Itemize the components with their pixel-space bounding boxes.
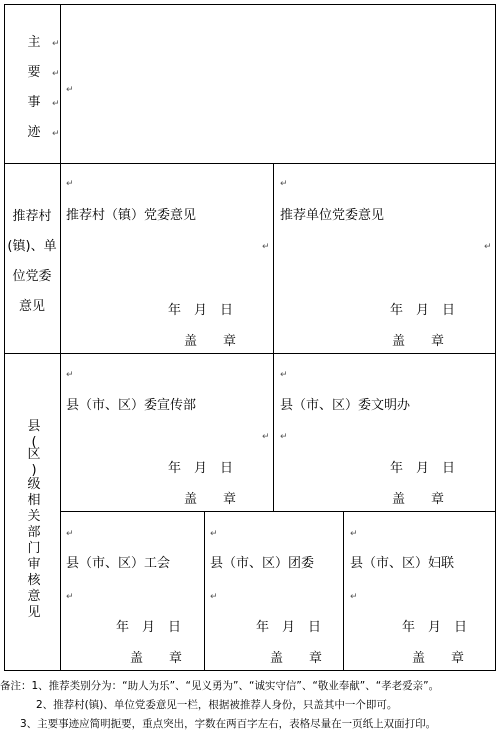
- paragraph-mark: ↵: [52, 69, 60, 79]
- paragraph-mark: ↵: [66, 85, 74, 95]
- womens-federation-seal-label: 盖 章: [412, 651, 465, 666]
- main-deeds-char: 要: [27, 65, 41, 80]
- recommend-label-line: 推荐村: [12, 209, 52, 224]
- table-bottom-border: [4, 670, 496, 671]
- county-label-char: 审: [27, 557, 41, 572]
- paragraph-mark: ↵: [262, 432, 270, 442]
- paragraph-mark: ↵: [280, 432, 288, 442]
- label-column-divider: [60, 4, 61, 671]
- paragraph-mark: ↵: [52, 129, 60, 139]
- main-deeds-char: 迹: [27, 125, 41, 140]
- recommend-label-line: 意见: [18, 299, 45, 314]
- womens-federation: 县（市、区）妇联: [350, 556, 455, 571]
- main-deeds-char: 事: [27, 95, 41, 110]
- village-seal-label: 盖 章: [184, 334, 237, 349]
- note-line-2: 2、推荐村(镇)、单位党委意见一栏，根据被推荐人身份，只盖其中一个即可。: [36, 699, 398, 711]
- paragraph-mark: ↵: [280, 370, 288, 380]
- civilization-seal-label: 盖 章: [392, 492, 445, 507]
- row-divider-2: [4, 353, 496, 354]
- table-left-border: [4, 4, 5, 671]
- county-label-char: 见: [27, 605, 41, 620]
- county-label-char: 意: [27, 589, 41, 604]
- village-date-label: 年 月 日: [168, 303, 234, 318]
- recommend-label-line: 位党委: [12, 269, 52, 284]
- propaganda-dept: 县（市、区）委宣传部: [66, 398, 197, 413]
- paragraph-mark: ↵: [210, 529, 218, 539]
- civilization-office: 县（市、区）委文明办: [280, 398, 411, 413]
- table-top-border: [4, 4, 496, 5]
- county-label-char: (: [31, 435, 37, 450]
- propaganda-seal-label: 盖 章: [184, 492, 237, 507]
- table-right-border: [495, 4, 496, 671]
- paragraph-mark: ↵: [210, 592, 218, 602]
- recommend-opinion-label: [4, 210, 60, 330]
- note-line-3: 3、主要事迹应简明扼要，重点突出，字数在两百字左右，表格尽量在一页纸上双面打印。: [20, 718, 437, 730]
- womens-federation-date-label: 年 月 日: [402, 620, 468, 635]
- county-label-char: 级: [27, 477, 41, 492]
- propaganda-date-label: 年 月 日: [168, 461, 234, 476]
- county-review-label: [22, 420, 46, 622]
- county-label-char: 核: [27, 573, 41, 588]
- paragraph-mark: ↵: [350, 592, 358, 602]
- paragraph-mark: ↵: [262, 242, 270, 252]
- youth-league-seal-label: 盖 章: [270, 651, 323, 666]
- county-label-char: 县: [27, 419, 41, 434]
- paragraph-mark: ↵: [52, 39, 60, 49]
- unit-seal-label: 盖 章: [392, 334, 445, 349]
- row-divider-1: [4, 163, 496, 164]
- civilization-date-label: 年 月 日: [390, 461, 456, 476]
- paragraph-mark: ↵: [66, 179, 74, 189]
- paragraph-mark: ↵: [52, 99, 60, 109]
- county-label-char: ): [31, 463, 37, 478]
- trade-union: 县（市、区）工会: [66, 556, 171, 571]
- county-label-char: 门: [27, 541, 41, 556]
- youth-league: 县（市、区）团委: [210, 556, 315, 571]
- paragraph-mark: ↵: [484, 242, 492, 252]
- unit-date-label: 年 月 日: [390, 303, 456, 318]
- village-party-opinion: 推荐村（镇）党委意见: [66, 208, 197, 223]
- county-label-char: 区: [27, 447, 41, 462]
- county-label-char: 相: [27, 493, 41, 508]
- paragraph-mark: ↵: [66, 370, 74, 380]
- county-label-char: 部: [27, 525, 41, 540]
- paragraph-mark: ↵: [280, 179, 288, 189]
- third-divider-1: [204, 511, 205, 671]
- paragraph-mark: ↵: [66, 592, 74, 602]
- paragraph-mark: ↵: [350, 529, 358, 539]
- row-divider-3: [60, 511, 496, 512]
- recommend-label-line: (镇)、单: [7, 239, 57, 254]
- county-label-char: 关: [27, 509, 41, 524]
- trade-union-date-label: 年 月 日: [116, 620, 182, 635]
- main-deeds-char: 主: [27, 35, 41, 50]
- trade-union-seal-label: 盖 章: [130, 651, 183, 666]
- third-divider-2: [343, 511, 344, 671]
- paragraph-mark: ↵: [66, 529, 74, 539]
- main-deeds-label: [14, 36, 54, 156]
- center-divider: [273, 163, 274, 512]
- note-line-1: 备注：1、推荐类别分为：“助人为乐”、“见义勇为”、“诚实守信”、“敬业奉献”、“孝老爱亲”。: [0, 680, 440, 692]
- youth-league-date-label: 年 月 日: [256, 620, 322, 635]
- unit-party-opinion: 推荐单位党委意见: [280, 208, 385, 223]
